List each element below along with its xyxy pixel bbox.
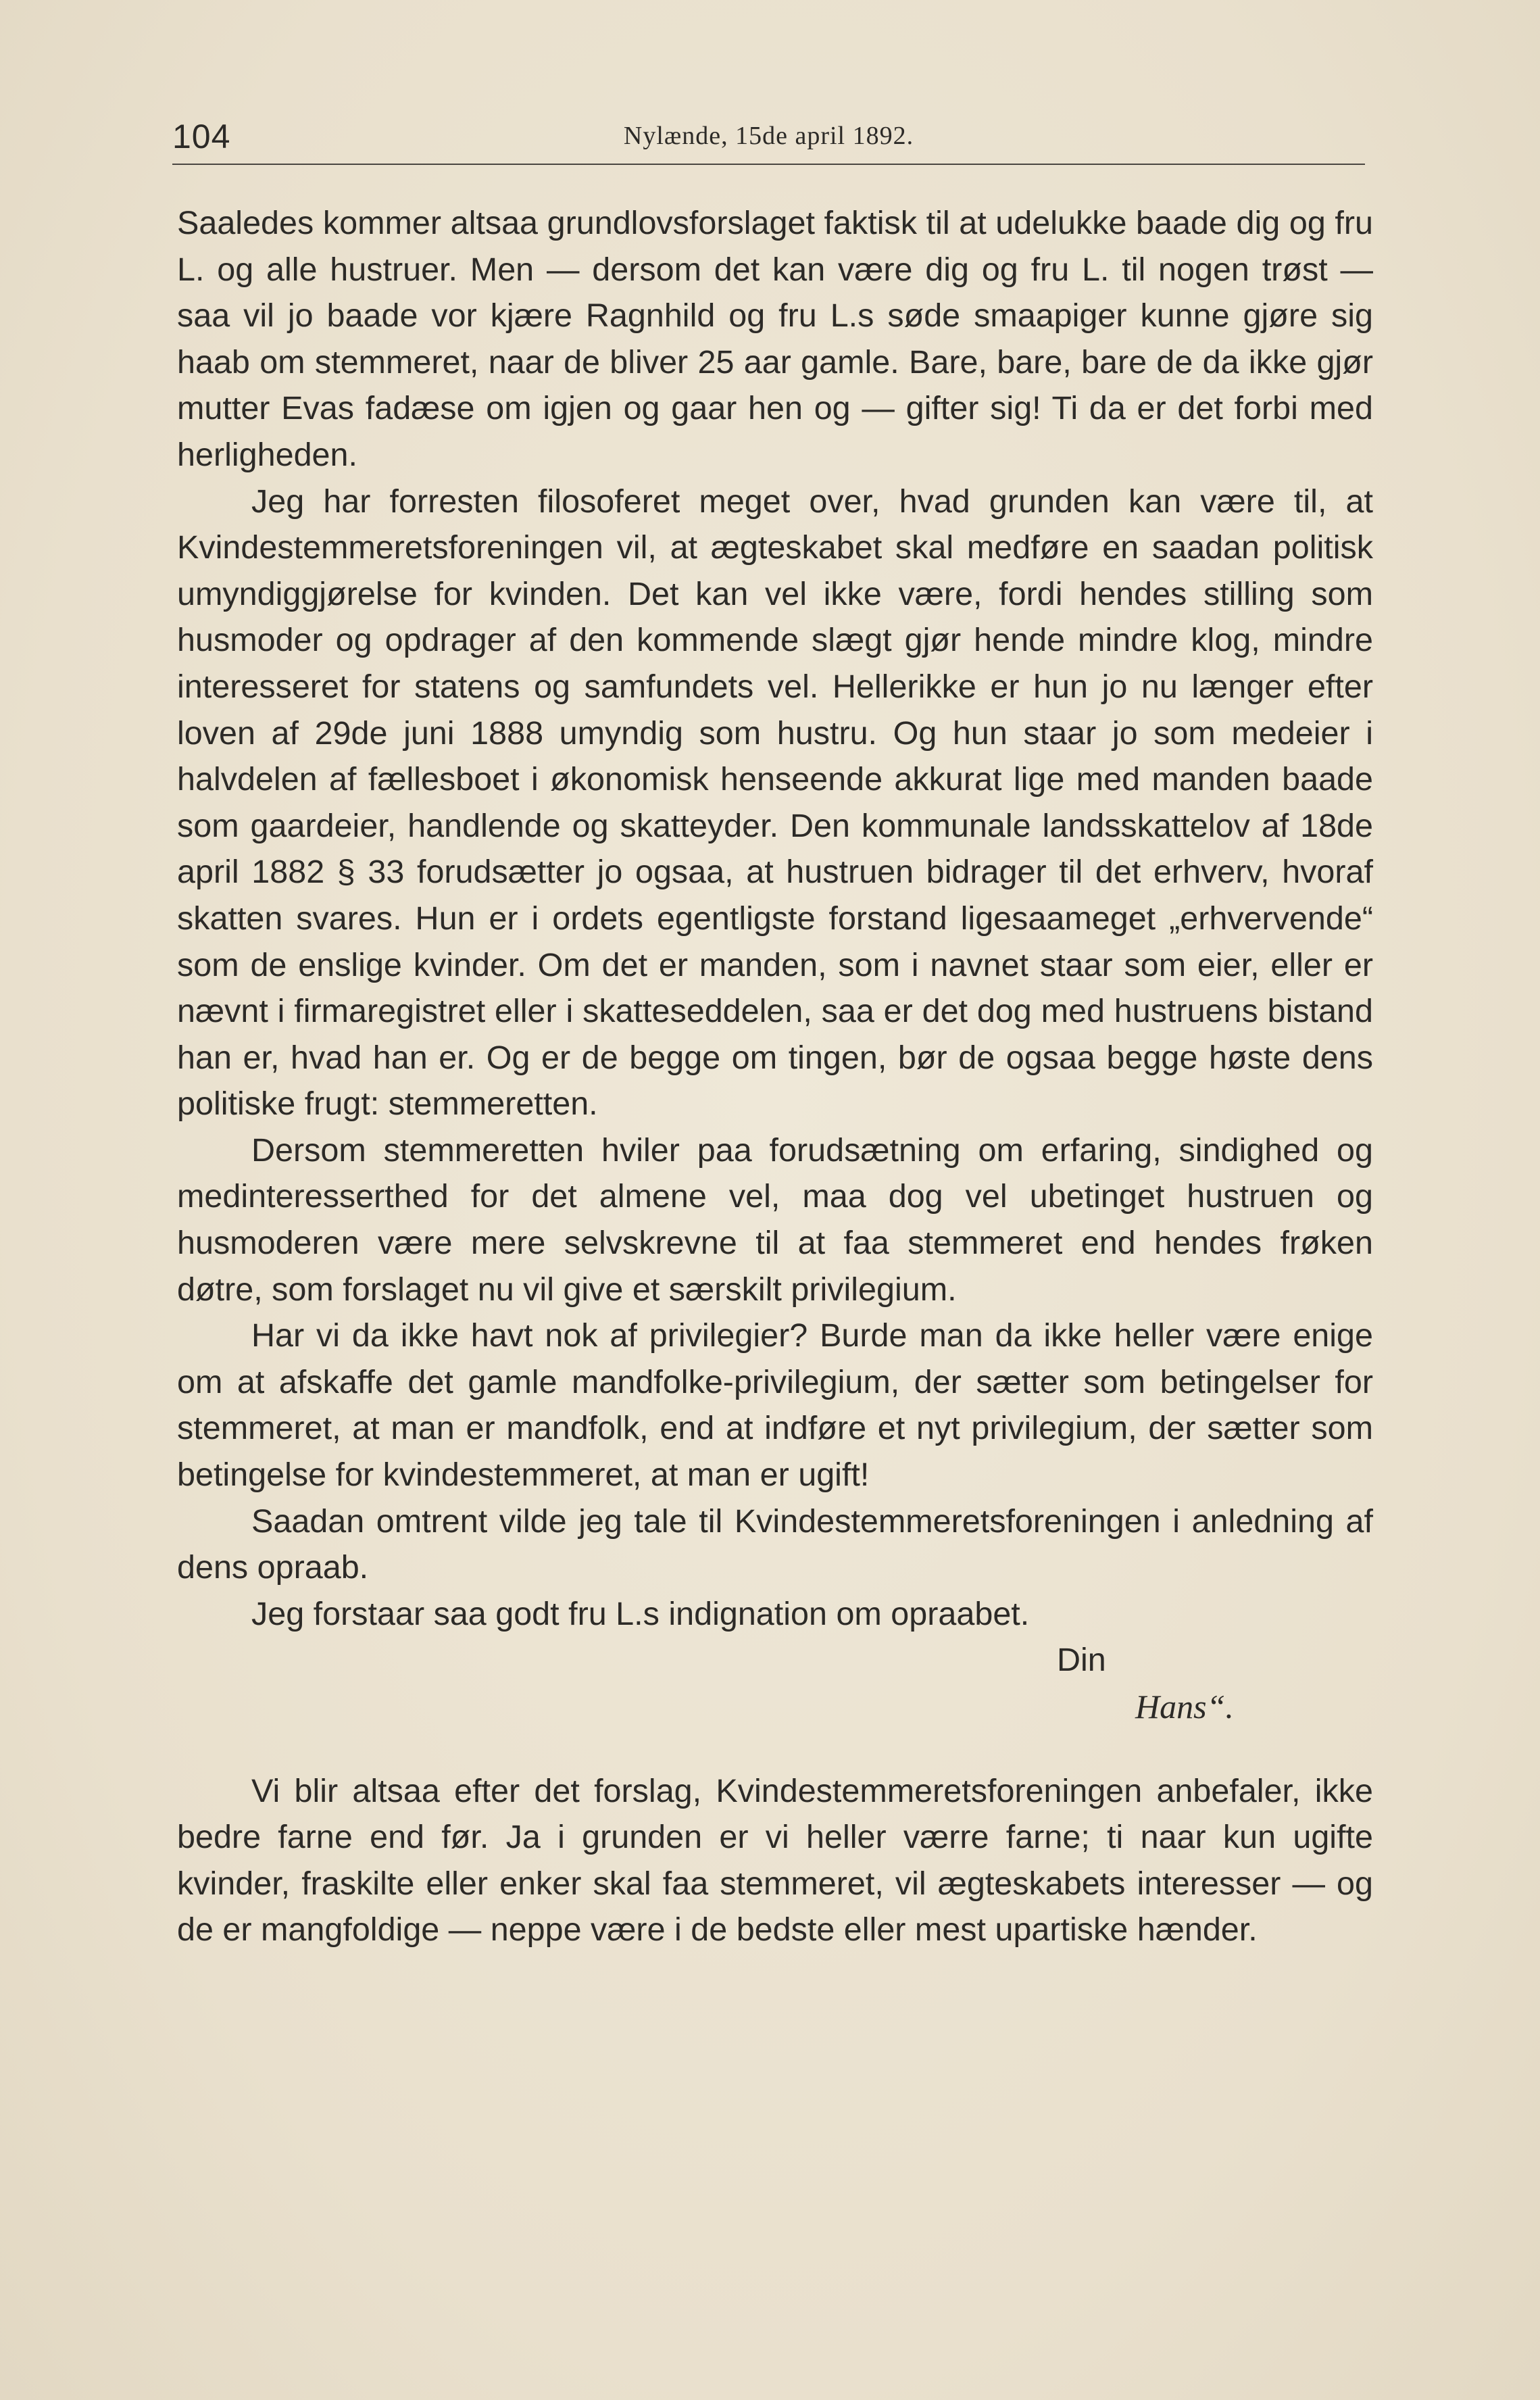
paragraph-6: Jeg forstaar saa godt fru L.s indignation om opraabet. (251, 1595, 1030, 1632)
paragraph-2: Jeg har forresten filosoferet meget over, hvad grunden kan være til, at Kvindestemmeretsforeningen vil, at ægteskabet skal medføre en saadan politisk umyndiggjørelse for kvinden. Det kan vel ikke være, fordi hendes stilling som husmoder og opdrager af den kommende slægt gjør hende mindre klog, mindre interesseret for statens og samfundets vel. Hellerikke er hun jo nu længer efter loven af 29de juni 1888 umyndig som hustru. Og hun staar jo som medeier i halvdelen af fællesboet i økonomisk henseende akkurat lige med manden baade som gaardeier, handlende og skatteyder. Den kommunale landsskattelov af 18de april 1882 § 33 forudsætter jo ogsaa, at hustruen bidrager til det erhverv, hvoraf skatten svares. Hun er i ordets egentligste forstand ligesaameget „erhvervende“ som de enslige kvinder. Om det er manden, som i navnet staar som eier, eller er nævnt i firmaregistret eller i skatteseddelen, saa er det dog med hustruens bistand han er, hvad han er. Og er de begge om tingen, bør de ogsaa begge høste dens politiske frugt: stemmeretten. (177, 483, 1373, 1123)
spacer (177, 1730, 1373, 1768)
letter-signature: Hans“. (1135, 1688, 1234, 1725)
closing-paragraph: Vi blir altsaa efter det forslag, Kvindestemmeretsforeningen anbefaler, ikke bedre farne end før. Ja i grunden er vi heller værre farne; ti naar kun ugifte kvinder, fraskilte eller enker skal faa stemmeret, vil ægteskabets interesser — og de er mangfoldige — neppe være i de bedste eller mest upartiske hænder. (177, 1772, 1373, 1949)
page-number: 104 (172, 118, 231, 155)
paragraph-1: Saaledes kommer altsaa grundlovsforslaget faktisk til at udelukke baade dig og fru L. og alle hustruer. Men — dersom det kan være dig og fru L. til nogen trøst — saa vil jo baade vor kjære Ragnhild og fru L.s søde smaapiger kunne gjøre sig haab om stemmeret, naar de bliver 25 aar gamle. Bare, bare, bare de da ikke gjør mutter Evas fadæse om igjen og gaar hen og — gifter sig! Ti da er det forbi med herligheden. (177, 205, 1373, 473)
running-head: Nylænde, 15de april 1892. (623, 122, 914, 150)
paragraph-3: Dersom stemmeretten hviler paa forudsætning om erfaring, sindighed og medinteresserthed for det almene vel, maa dog vel ubetinget hustruen og husmoderen være mere selvskrevne til at faa stemmeret end hendes frøken døtre, som forslaget nu vil give et særskilt privilegium. (177, 1131, 1373, 1308)
paragraph-5: Saadan omtrent vilde jeg tale til Kvindestemmeretsforeningen i anledning af dens opraab. (177, 1502, 1373, 1586)
page-header (172, 116, 1365, 165)
paragraph-4: Har vi da ikke havt nok af privilegier? Burde man da ikke heller være enige om at afskaffe det gamle mandfolke-privilegium, der sætter som betingelser for stemmeret, at man er mandfolk, end at indføre et nyt privilegium, der sætter som betingelse for kvindestemmeret, at man er ugift! (177, 1317, 1373, 1494)
letter-signoff: Din (1057, 1642, 1106, 1679)
body-text (177, 200, 1373, 1953)
